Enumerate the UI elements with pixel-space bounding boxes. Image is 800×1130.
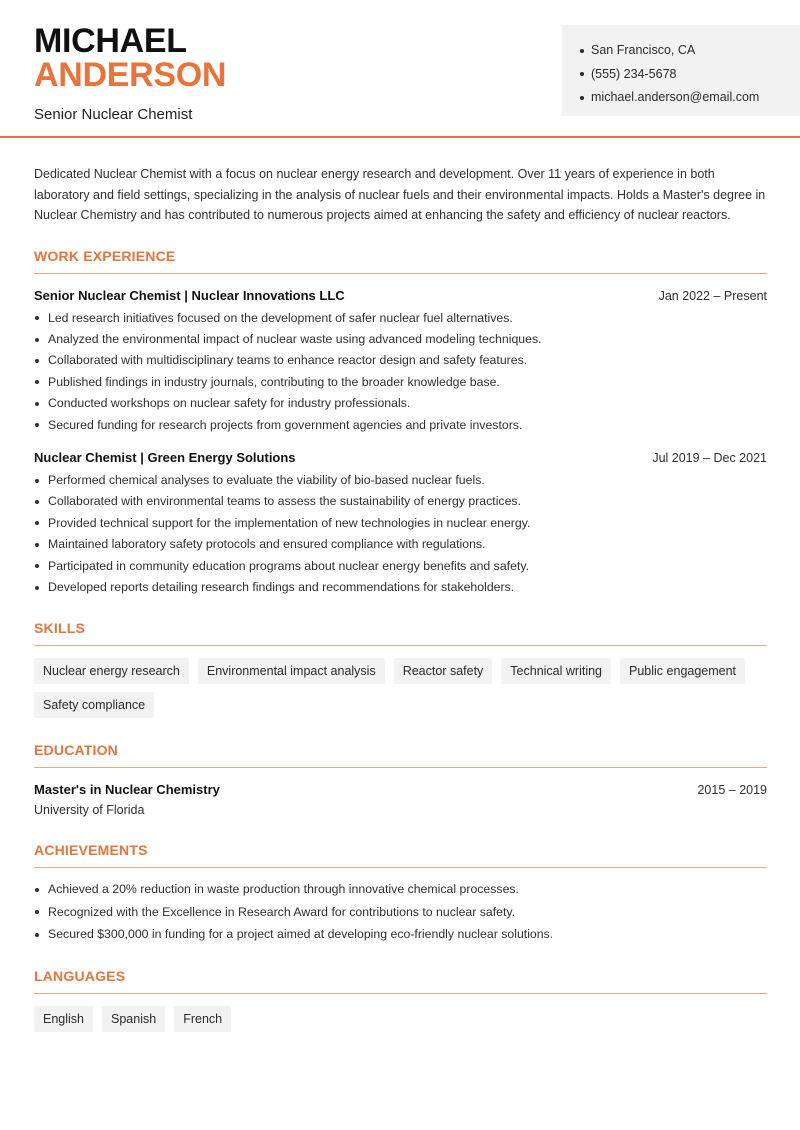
education-date: 2015 – 2019 (697, 783, 767, 798)
list-item: Collaborated with environmental teams to assess the sustainability of energy practices. (34, 491, 767, 512)
skill-tag: Reactor safety (394, 658, 493, 684)
job-entry (34, 450, 767, 598)
job-role: Senior Nuclear Chemist | Nuclear Innovations LLC (34, 287, 345, 303)
list-item: Maintained laboratory safety protocols and ensured compliance with regulations. (34, 534, 767, 555)
education-section (34, 742, 767, 817)
contact-box (562, 25, 800, 116)
resume-header (0, 0, 800, 138)
language-tag: French (174, 1006, 231, 1032)
location-text: San Francisco, CA (591, 43, 696, 57)
skill-tag: Public engagement (620, 658, 745, 684)
name-block (34, 24, 226, 123)
contact-location (580, 39, 800, 63)
work-section (34, 248, 767, 599)
list-item: Participated in community education programs about nuclear energy benefits and safety. (34, 556, 767, 577)
section-title-education: EDUCATION (34, 742, 767, 768)
list-item: Recognized with the Excellence in Research Award for contributions to nuclear safety. (34, 901, 767, 924)
list-item: Collaborated with multidisciplinary teams to enhance reactor design and safety features. (34, 350, 767, 371)
last-name: ANDERSON (34, 56, 227, 94)
list-item: Achieved a 20% reduction in waste production through innovative chemical processes. (34, 878, 767, 901)
list-item: Provided technical support for the implementation of new technologies in nuclear energy. (34, 513, 767, 534)
job-date: Jan 2022 – Present (658, 288, 767, 303)
list-item: Performed chemical analyses to evaluate the viability of bio-based nuclear fuels. (34, 470, 767, 491)
list-item: Secured $300,000 in funding for a project aimed at developing eco-friendly nuclear solutions. (34, 923, 767, 946)
list-item: Conducted workshops on nuclear safety for industry professionals. (34, 393, 767, 414)
job-title: Senior Nuclear Chemist (34, 106, 193, 123)
job-header (34, 450, 767, 465)
skill-tag: Nuclear energy research (34, 658, 189, 684)
resume-body (34, 164, 767, 1032)
section-title-languages: LANGUAGES (34, 968, 767, 994)
bullet-dot-icon (580, 72, 584, 76)
bullet-dot-icon (580, 96, 584, 100)
first-name: MICHAEL (34, 22, 187, 60)
job-bullets (34, 470, 767, 598)
contact-phone (580, 63, 800, 87)
skills-section (34, 620, 767, 718)
skill-tag: Safety compliance (34, 692, 154, 718)
language-tags (34, 1006, 767, 1032)
phone-text: (555) 234-5678 (591, 66, 677, 81)
languages-section (34, 968, 767, 1032)
achievements-section (34, 842, 767, 946)
job-header (34, 288, 767, 303)
contact-email (580, 86, 800, 110)
section-title-achievements: ACHIEVEMENTS (34, 842, 767, 868)
degree: Master's in Nuclear Chemistry (34, 782, 220, 798)
summary: Dedicated Nuclear Chemist with a focus on nuclear energy research and development. Over 11 years of experience in both laboratory and field settings, specializing in the analysis of nuclear fuels and their environmental impacts. Holds a Master's degree in Nuclear Chemistry and has contributed to numerous projects aimed at enhancing the safety and efficiency of nuclear reactors. (34, 167, 766, 222)
job-entry (34, 288, 767, 436)
list-item: Published findings in industry journals, contributing to the broader knowledge base. (34, 372, 767, 393)
language-tag: English (34, 1006, 93, 1032)
school: University of Florida (34, 803, 145, 818)
job-date: Jul 2019 – Dec 2021 (652, 450, 767, 465)
skill-tag: Environmental impact analysis (198, 658, 385, 684)
education-header (34, 782, 767, 797)
list-item: Developed reports detailing research findings and recommendations for stakeholders. (34, 577, 767, 598)
list-item: Led research initiatives focused on the development of safer nuclear fuel alternatives. (34, 308, 767, 329)
language-tag: Spanish (102, 1006, 165, 1032)
bullet-dot-icon (580, 49, 584, 53)
job-role: Nuclear Chemist | Green Energy Solutions (34, 449, 296, 465)
skills-tags (34, 658, 767, 718)
job-bullets (34, 308, 767, 436)
achievements-list (34, 878, 767, 946)
list-item: Analyzed the environmental impact of nuclear waste using advanced modeling techniques. (34, 329, 767, 350)
section-title-skills: SKILLS (34, 620, 767, 646)
list-item: Secured funding for research projects from government agencies and private investors. (34, 415, 767, 436)
skill-tag: Technical writing (501, 658, 611, 684)
section-title-work: WORK EXPERIENCE (34, 248, 767, 274)
email-text: michael.anderson@email.com (591, 90, 760, 104)
